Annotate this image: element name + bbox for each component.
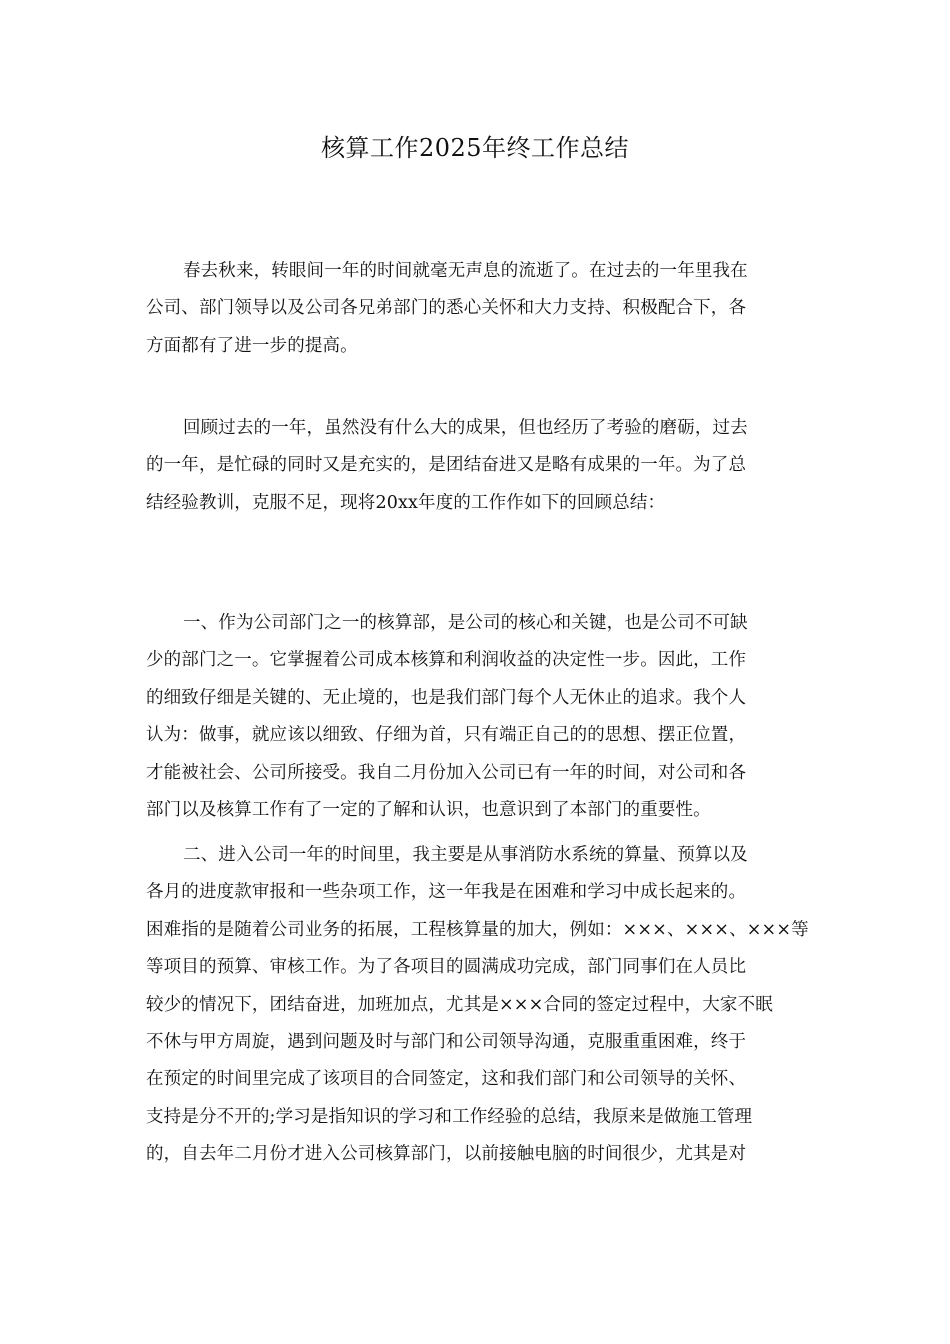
paragraph-line: 困难指的是随着公司业务的拓展，工程核算量的加大，例如：×××、×××、×××等 <box>146 919 809 940</box>
paragraph-line: 认为：做事，就应该以细致、仔细为首，只有端正自己的的思想、摆正位置， <box>146 725 747 746</box>
paragraph-line: 的细致仔细是关键的、无止境的，也是我们部门每个人无休止的追求。我个人 <box>146 687 747 708</box>
paragraph-line: 春去秋来，转眼间一年的时间就毫无声息的流逝了。在过去的一年里我在 <box>183 261 748 281</box>
paragraph-line: 结经验教训，克服不足，现将20xx年度的工作作如下的回顾总结： <box>146 492 666 513</box>
paragraph-2 <box>146 410 806 522</box>
paragraph-4 <box>146 837 809 1174</box>
paragraph-line: 各月的进度款审报和一些杂项工作，这一年我是在困难和学习中成长起来的。 <box>146 882 747 903</box>
paragraph-3 <box>146 605 806 829</box>
paragraph-line: 才能被社会、公司所接受。我自二月份加入公司已有一年的时间，对公司和各 <box>146 762 747 783</box>
paragraph-line: 支持是分不开的;学习是指知识的学习和工作经验的总结，我原来是做施工管理 <box>146 1106 753 1127</box>
paragraph-line: 方面都有了进一步的提高。 <box>146 335 358 356</box>
paragraph-line: 的，自去年二月份才进入公司核算部门，以前接触电脑的时间很少，尤其是对 <box>146 1144 747 1165</box>
document-title: 核算工作2025年终工作总结 <box>320 134 630 162</box>
paragraph-line: 不休与甲方周旋，遇到问题及时与部门和公司领导沟通，克服重重困难，终于 <box>146 1031 747 1052</box>
paragraph-line: 在预定的时间里完成了该项目的合同签定，这和我们部门和公司领导的关怀、 <box>146 1069 747 1090</box>
paragraph-line: 较少的情况下，团结奋进，加班加点，尤其是×××合同的签定过程中，大家不眠 <box>146 994 773 1015</box>
paragraph-line: 回顾过去的一年，虽然没有什么大的成果，但也经历了考验的磨砺，过去 <box>183 418 748 438</box>
paragraph-line: 公司、部门领导以及公司各兄弟部门的悉心关怀和大力支持、积极配合下，各 <box>146 298 747 319</box>
paragraph-line: 等项目的预算、审核工作。为了各项目的圆满成功完成，部门同事们在人员比 <box>146 957 747 978</box>
paragraph-line: 一、作为公司部门之一的核算部，是公司的核心和关键，也是公司不可缺 <box>183 613 748 633</box>
paragraph-line: 部门以及核算工作有了一定的了解和认识，也意识到了本部门的重要性。 <box>146 799 711 820</box>
paragraph-line: 的一年，是忙碌的同时又是充实的，是团结奋进又是略有成果的一年。为了总 <box>146 455 747 476</box>
paragraph-line: 少的部门之一。它掌握着公司成本核算和利润收益的决定性一步。因此，工作 <box>146 650 747 671</box>
paragraph-1 <box>146 253 806 365</box>
paragraph-line: 二、进入公司一年的时间里，我主要是从事消防水系统的算量、预算以及 <box>183 845 748 865</box>
